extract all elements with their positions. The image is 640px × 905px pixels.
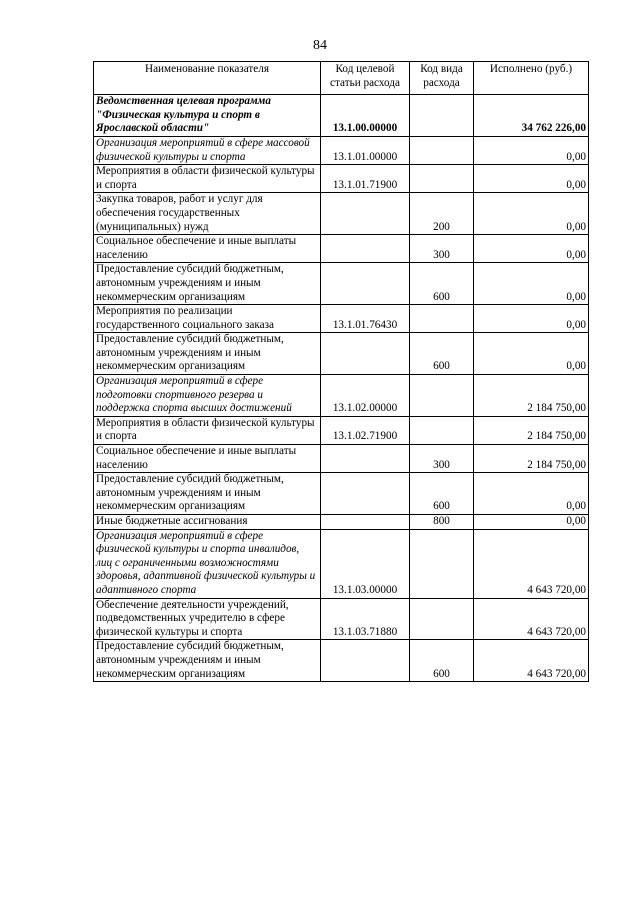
- cell-name: Организация мероприятий в сфере физической культуры и спорта инвалидов, лиц с ограниченными возможностями здоровья, адаптивной физической культуры и адаптивного спорта: [94, 529, 321, 598]
- cell-type: 800: [410, 515, 474, 530]
- cell-type: [410, 165, 474, 193]
- cell-type: 300: [410, 235, 474, 263]
- cell-amount: 0,00: [474, 136, 589, 164]
- header-row: [94, 62, 589, 95]
- cell-code: 13.1.02.00000: [321, 375, 410, 417]
- cell-code: 13.1.03.00000: [321, 529, 410, 598]
- cell-code: 13.1.00.00000: [321, 95, 410, 137]
- cell-amount: 0,00: [474, 473, 589, 515]
- cell-type: [410, 529, 474, 598]
- cell-amount: 0,00: [474, 515, 589, 530]
- table-row: [94, 165, 589, 193]
- page-number: 84: [313, 38, 327, 53]
- header-type: Код вида расхода: [410, 62, 474, 95]
- cell-name: Мероприятия в области физической культуры и спорта: [94, 416, 321, 444]
- cell-name: Предоставление субсидий бюджетным, автономным учреждениям и иным некоммерческим организациям: [94, 473, 321, 515]
- table-row: [94, 333, 589, 375]
- table-row: [94, 193, 589, 235]
- cell-name: Иные бюджетные ассигнования: [94, 515, 321, 530]
- cell-amount: 0,00: [474, 193, 589, 235]
- table-row: [94, 95, 589, 137]
- cell-name: Мероприятия в области физической культуры и спорта: [94, 165, 321, 193]
- cell-type: 600: [410, 333, 474, 375]
- cell-code: 13.1.03.71880: [321, 598, 410, 640]
- cell-amount: 0,00: [474, 165, 589, 193]
- cell-name: Социальное обеспечение и иные выплаты населению: [94, 235, 321, 263]
- cell-type: [410, 375, 474, 417]
- cell-name: Закупка товаров, работ и услуг для обеспечения государственных (муниципальных) нужд: [94, 193, 321, 235]
- cell-code: 13.1.02.71900: [321, 416, 410, 444]
- table-row: [94, 235, 589, 263]
- cell-name: Предоставление субсидий бюджетным, автономным учреждениям и иным некоммерческим организациям: [94, 333, 321, 375]
- cell-type: [410, 305, 474, 333]
- header-code: Код целевой статьи расхода: [321, 62, 410, 95]
- table-row: [94, 416, 589, 444]
- cell-name: Обеспечение деятельности учреждений, подведомственных учредителю в сфере физической культуры и спорта: [94, 598, 321, 640]
- cell-name: Ведомственная целевая программа "Физическая культура и спорт в Ярославской области": [94, 95, 321, 137]
- cell-amount: 2 184 750,00: [474, 445, 589, 473]
- cell-type: 600: [410, 263, 474, 305]
- cell-code: 13.1.01.00000: [321, 136, 410, 164]
- cell-type: [410, 416, 474, 444]
- table-row: [94, 136, 589, 164]
- table-row: [94, 375, 589, 417]
- cell-amount: 34 762 226,00: [474, 95, 589, 137]
- cell-name: Социальное обеспечение и иные выплаты населению: [94, 445, 321, 473]
- cell-code: [321, 333, 410, 375]
- cell-code: [321, 640, 410, 682]
- cell-code: [321, 473, 410, 515]
- table-row: [94, 263, 589, 305]
- cell-amount: 4 643 720,00: [474, 529, 589, 598]
- cell-code: [321, 193, 410, 235]
- cell-type: 300: [410, 445, 474, 473]
- cell-type: 600: [410, 473, 474, 515]
- cell-name: Предоставление субсидий бюджетным, автономным учреждениям и иным некоммерческим организациям: [94, 263, 321, 305]
- cell-code: 13.1.01.71900: [321, 165, 410, 193]
- cell-amount: 4 643 720,00: [474, 640, 589, 682]
- header-name: Наименование показателя: [94, 62, 321, 95]
- cell-type: 200: [410, 193, 474, 235]
- cell-code: [321, 235, 410, 263]
- cell-name: Организация мероприятий в сфере массовой физической культуры и спорта: [94, 136, 321, 164]
- table-row: [94, 515, 589, 530]
- table-row: [94, 445, 589, 473]
- cell-amount: 4 643 720,00: [474, 598, 589, 640]
- cell-amount: 0,00: [474, 333, 589, 375]
- header-amount: Исполнено (руб.): [474, 62, 589, 95]
- table-row: [94, 598, 589, 640]
- cell-code: [321, 445, 410, 473]
- cell-amount: 0,00: [474, 235, 589, 263]
- table-header: [94, 62, 589, 95]
- expenditure-table: [93, 61, 589, 682]
- table-row: [94, 640, 589, 682]
- cell-amount: 2 184 750,00: [474, 416, 589, 444]
- cell-code: [321, 263, 410, 305]
- cell-amount: 0,00: [474, 305, 589, 333]
- cell-type: [410, 136, 474, 164]
- table-row: [94, 473, 589, 515]
- cell-amount: 0,00: [474, 263, 589, 305]
- cell-amount: 2 184 750,00: [474, 375, 589, 417]
- cell-name: Мероприятия по реализации государственного социального заказа: [94, 305, 321, 333]
- cell-type: 600: [410, 640, 474, 682]
- cell-name: Организация мероприятий в сфере подготовки спортивного резерва и поддержка спорта высших достижений: [94, 375, 321, 417]
- table-row: [94, 305, 589, 333]
- cell-name: Предоставление субсидий бюджетным, автономным учреждениям и иным некоммерческим организациям: [94, 640, 321, 682]
- cell-type: [410, 598, 474, 640]
- cell-code: [321, 515, 410, 530]
- cell-code: 13.1.01.76430: [321, 305, 410, 333]
- table-body: [94, 95, 589, 682]
- cell-type: [410, 95, 474, 137]
- table-row: [94, 529, 589, 598]
